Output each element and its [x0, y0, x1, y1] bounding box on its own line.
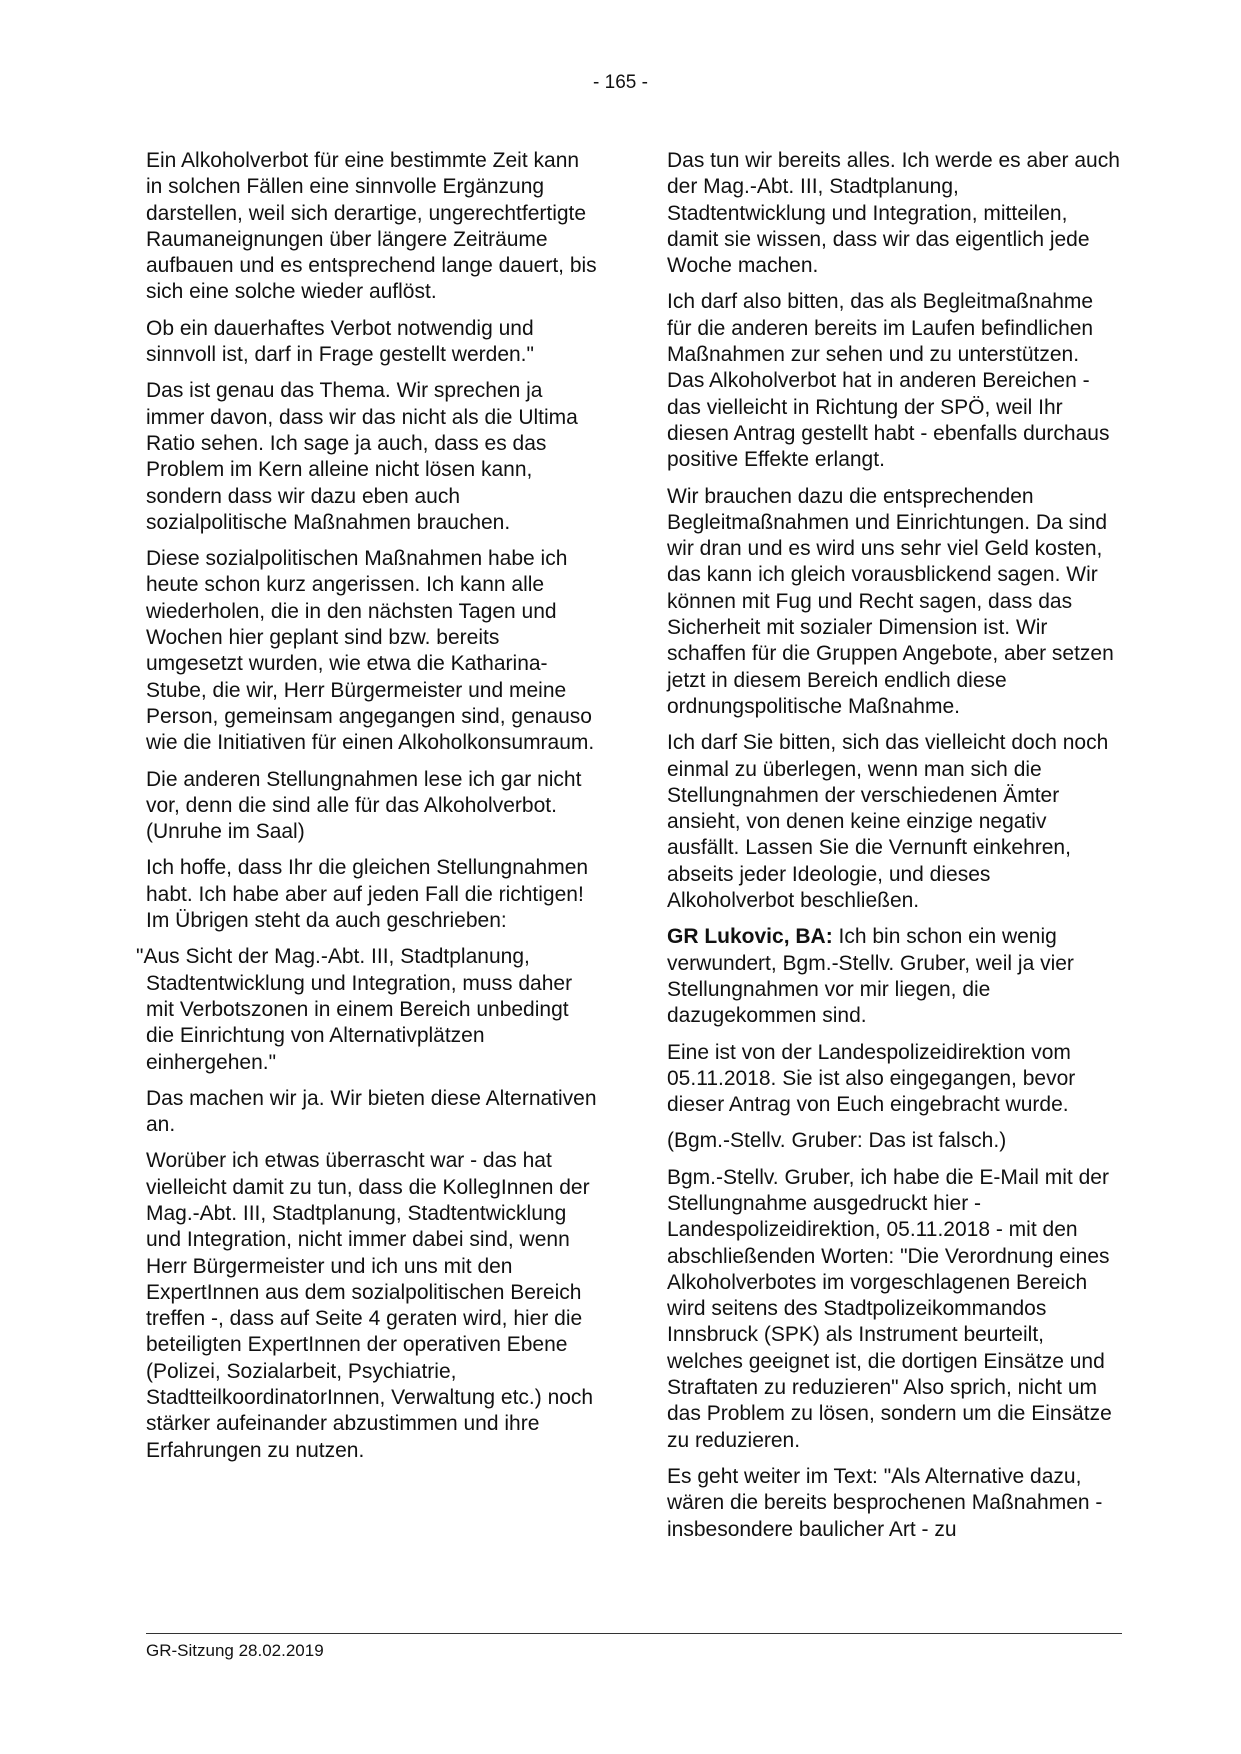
paragraph: Die anderen Stellungnahmen lese ich gar nicht vor, denn die sind alle für das Alkoholverbot. (Unruhe im Saal)	[146, 767, 582, 844]
right-column	[667, 148, 1122, 1553]
paragraph: Ich hoffe, dass Ihr die gleichen Stellungnahmen habt. Ich habe aber auf jeden Fall die richtigen! Im Übrigen steht da auch geschrieben:	[146, 856, 589, 933]
page-number: - 165 -	[593, 72, 648, 93]
left-column	[136, 148, 598, 1474]
paragraph: (Bgm.-Stellv. Gruber: Das ist falsch.)	[667, 1129, 1007, 1153]
paragraph: Das tun wir bereits alles. Ich werde es aber auch der Mag.-Abt. III, Stadtplanung, Stadtentwicklung und Integration, mitteilen, damit sie wissen, dass wir das eigentlich jede Woche machen.	[667, 149, 1120, 278]
paragraph: Ich darf also bitten, das als Begleitmaßnahme für die anderen bereits im Laufen befindlichen Maßnahmen zur sehen und zu unterstützen. Das Alkoholverbot hat in anderen Bereichen - das vielleicht in Richtung der SPÖ, weil Ihr diesen Antrag gestellt habt - ebenfalls durchaus positive Effekte erlangt.	[667, 290, 1110, 472]
speaker-text: Ich bin schon ein wenig verwundert, Bgm.-Stellv. Gruber, weil ja vier Stellungnahmen vor mir liegen, die dazugekommen sind.	[667, 925, 1074, 1028]
paragraph: Ich darf Sie bitten, sich das vielleicht doch noch einmal zu überlegen, wenn man sich die Stellungnahmen der verschiedenen Ämter ansieht, von denen keine einzige negativ ausfällt. Lassen Sie die Vernunft einkehren, abseits jeder Ideologie, und dieses Alkoholverbot beschließen.	[667, 731, 1109, 913]
paragraph: Das ist genau das Thema. Wir sprechen ja immer davon, dass wir das nicht als die Ultima Ratio sehen. Ich sage ja auch, dass es das Problem im Kern alleine nicht lösen kann, sondern dass wir dazu eben auch sozialpolitische Maßnahmen brauchen.	[146, 379, 578, 534]
paragraph: Eine ist von der Landespolizeidirektion vom 05.11.2018. Sie ist also eingegangen, bevor dieser Antrag von Euch eingebracht wurde.	[667, 1040, 1076, 1117]
paragraph: Es geht weiter im Text: "Als Alternative dazu, wären die bereits besprochenen Maßnahmen - insbesondere baulicher Art - zu	[667, 1464, 1103, 1541]
paragraph: Das machen wir ja. Wir bieten diese Alternativen an.	[146, 1086, 597, 1137]
paragraph: Ein Alkoholverbot für eine bestimmte Zeit kann in solchen Fällen eine sinnvolle Ergänzung darstellen, weil sich derartige, ungerechtfertigte Raumaneignungen über längere Zeiträume aufbauen und es entsprechend lange dauert, bis sich eine solche wieder auflöst.	[146, 149, 597, 304]
paragraph: Diese sozialpolitischen Maßnahmen habe ich heute schon kurz angerissen. Ich kann alle wiederholen, die in den nächsten Tagen und Wochen hier geplant sind bzw. bereits umgesetzt wurden, wie etwa die Katharina-Stube, die wir, Herr Bürgermeister und meine Person, gemeinsam angegangen sind, genauso wie die Initiativen für einen Alkoholkonsumraum.	[146, 547, 595, 755]
quoted-paragraph: "Aus Sicht der Mag.-Abt. III, Stadtplanung, Stadtentwicklung und Integration, muss daher mit Verbotszonen in einem Bereich unbedingt die Einrichtung von Alternativplätzen einhergehen."	[136, 945, 573, 1074]
paragraph: Bgm.-Stellv. Gruber, ich habe die E-Mail mit der Stellungnahme ausgedruckt hier - Landespolizeidirektion, 05.11.2018 - mit den abschließenden Worten: "Die Verordnung eines Alkoholverbotes im vorgeschlagenen Bereich wird seitens des Stadtpolizeikommandos Innsbruck (SPK) als Instrument beurteilt, welches geeignet ist, die dortigen Einsätze und Straftaten zu reduzieren" Also sprich, nicht um das Problem zu lösen, sondern um die Einsätze zu reduzieren.	[667, 1165, 1112, 1452]
paragraph: Ob ein dauerhaftes Verbot notwendig und sinnvoll ist, darf in Frage gestellt werden."	[146, 316, 534, 367]
speaker-name: GR Lukovic, BA:	[667, 925, 833, 949]
speaker-paragraph	[667, 924, 1122, 1029]
footer-divider	[146, 1633, 1122, 1634]
paragraph: Worüber ich etwas überrascht war - das hat vielleicht damit zu tun, dass die KollegInnen der Mag.-Abt. III, Stadtplanung, Stadtentwicklung und Integration, nicht immer dabei sind, wenn Herr Bürgermeister und ich uns mit den ExpertInnen aus dem sozialpolitischen Bereich treffen -, dass auf Seite 4 geraten wird, hier die beteiligten ExpertInnen der operativen Ebene (Polizei, Sozialarbeit, Psychiatrie, StadtteilkoordinatorInnen, Verwaltung etc.) noch stärker aufeinander abzustimmen und ihre Erfahrungen zu nutzen.	[146, 1149, 594, 1462]
paragraph: Wir brauchen dazu die entsprechenden Begleitmaßnahmen und Einrichtungen. Da sind wir dran und es wird uns sehr viel Geld kosten, das kann ich gleich vorausblickend sagen. Wir können mit Fug und Recht sagen, dass das Sicherheit mit sozialer Dimension ist. Wir schaffen für die Gruppen Angebote, aber setzen jetzt in diesem Bereich endlich diese ordnungspolitische Maßnahme.	[667, 484, 1114, 718]
footer-session-date: GR-Sitzung 28.02.2019	[146, 1641, 324, 1660]
